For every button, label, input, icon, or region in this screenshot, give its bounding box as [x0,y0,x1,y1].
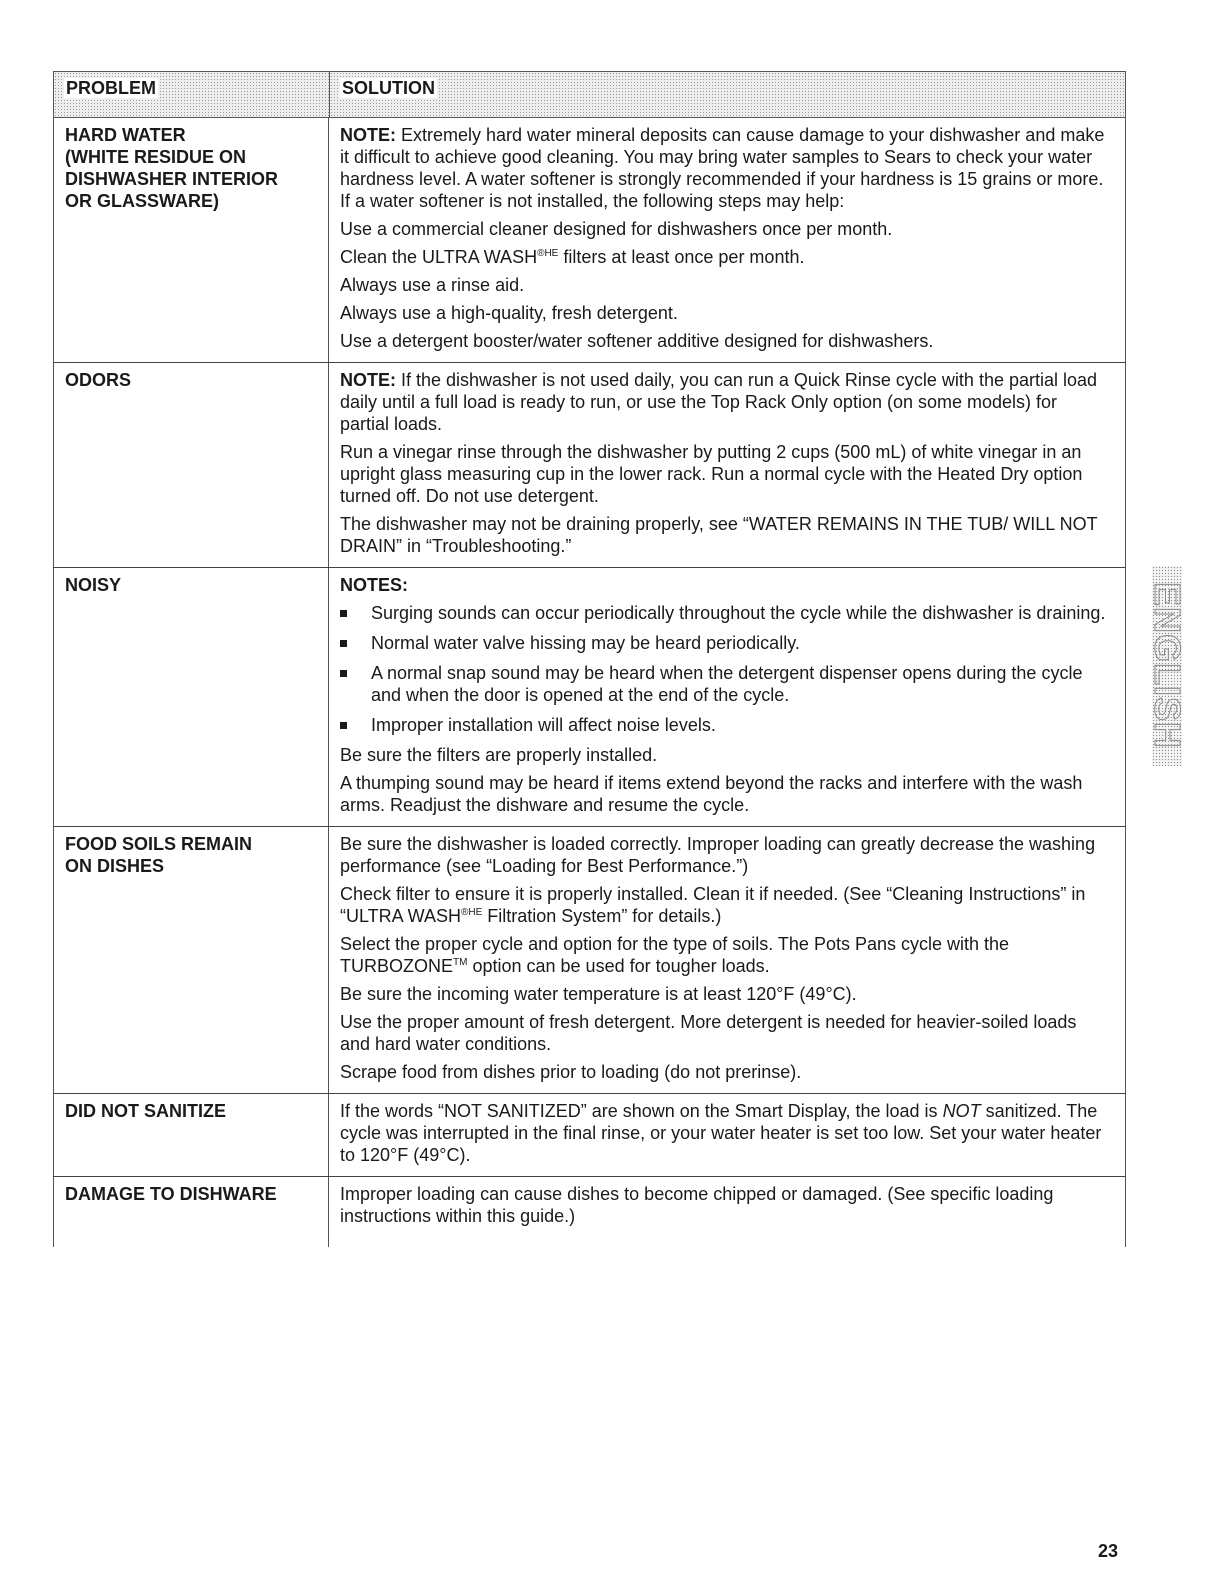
page-number: 23 [1098,1541,1119,1561]
solution-column-header [330,72,1125,117]
table-row-food-soils [53,827,1126,1094]
language-tab-label: ENGLISH [1147,582,1188,750]
list-item: A normal snap sound may be heard when the detergent dispenser opens during the cycle and when the door is opened at the end of the cycle. [340,662,1111,706]
text-fragment: Clean the ULTRA WASH [340,247,538,267]
notes-label [340,574,1111,596]
solution-text: Be sure the incoming water temperature is at least 120°F (49°C). [340,984,857,1004]
problem-cell [53,827,329,1093]
solution-cell [329,568,1126,826]
note-label: NOTE: [340,125,396,145]
problem-cell: NOISY [53,568,329,826]
troubleshooting-table [53,71,1126,1247]
problem-cell [53,118,329,362]
list-item: Improper installation will affect noise levels. [340,714,1111,736]
solution-text: Use the proper amount of fresh detergent. More detergent is needed for heavier-soiled loads and hard water conditions. [340,1012,1077,1054]
trademark-sup: ®HE [537,248,559,259]
problem-line: ON DISHES [65,856,165,876]
solution-text: Use a detergent booster/water softener additive designed for dishwashers. [340,331,934,351]
solution-text: The dishwasher may not be draining properly, see “WATER REMAINS IN THE TUB/ WILL NOT DRAIN” in “Troubleshooting.” [340,514,1098,556]
solution-text: Use a commercial cleaner designed for dishwashers once per month. [340,219,893,239]
problem-cell: ODORS [53,363,329,567]
text-fragment: Filtration System” for details.) [482,906,722,926]
list-item: Normal water valve hissing may be heard periodically. [340,632,1111,654]
solution-text: Be sure the filters are properly installed. [340,745,658,765]
solution-text: Improper loading can cause dishes to become chipped or damaged. (See specific loading instructions within this guide.) [340,1184,1054,1226]
table-row-hard-water [53,118,1126,363]
solution-cell [329,118,1126,362]
trademark-sup: TM [453,957,468,968]
solution-text [340,883,1111,927]
solution-text: Always use a rinse aid. [340,275,525,295]
trademark-sup: ®HE [461,907,483,918]
problem-column-header [54,72,330,117]
text-fragment: sanitized. The cycle was interrupted in the final rinse, or your water heater is set too low. Set your water heater to 120°F (49°C). [340,1101,1102,1165]
solution-text: Be sure the dishwasher is loaded correctly. Improper loading can greatly decrease the washing performance (see “Loading for Best Performance.”) [340,834,1096,876]
solution-text [340,246,1111,268]
text-fragment: Select the proper cycle and option for the type of soils. The Pots Pans cycle with the TURBOZONE [340,934,1010,976]
note-label: NOTE: [340,370,396,390]
note-paragraph [340,124,1111,212]
table-header [53,71,1126,118]
solution-cell [329,363,1126,567]
solution-text: Scrape food from dishes prior to loading (do not prerinse). [340,1062,802,1082]
table-row-odors [53,363,1126,568]
problem-cell: DID NOT SANITIZE [53,1094,329,1176]
problem-line: FOOD SOILS REMAIN [65,834,253,854]
problem-line: DISHWASHER INTERIOR [65,169,279,189]
problem-line: HARD WATER [65,125,186,145]
notes-list [340,602,1111,736]
text-fragment: option can be used for tougher loads. [467,956,770,976]
table-row-damage-to-dishware [53,1177,1126,1247]
solution-text: A thumping sound may be heard if items extend beyond the racks and interfere with the wash arms. Readjust the dishware and resume the cycle. [340,773,1083,815]
language-side-tab [1147,566,1188,766]
solution-cell [329,1094,1126,1176]
text-fragment: If the words “NOT SANITIZED” are shown on the Smart Display, the load is [340,1101,943,1121]
problem-header-label: PROBLEM [66,78,156,98]
note-paragraph [340,369,1111,435]
solution-text [340,933,1111,977]
solution-text: Always use a high-quality, fresh detergent. [340,303,678,323]
solution-text: Run a vinegar rinse through the dishwasher by putting 2 cups (500 mL) of white vinegar in an upright glass measuring cup in the lower rack. Run a normal cycle with the Heated Dry option turned off. Do not use detergent. [340,442,1083,506]
solution-text [340,1100,1111,1166]
list-item: Surging sounds can occur periodically throughout the cycle while the dishwasher is draining. [340,602,1111,624]
problem-line: (WHITE RESIDUE ON [65,147,247,167]
table-row-did-not-sanitize [53,1094,1126,1177]
text-fragment: Check filter to ensure it is properly installed. Clean it if needed. (See “Cleaning Instructions” in “ULTRA WASH [340,884,1086,926]
solution-header-label: SOLUTION [342,78,435,98]
text-fragment: filters at least once per month. [558,247,805,267]
table-row-noisy [53,568,1126,827]
emphasis-text: NOT [942,1101,981,1121]
notes-label-text: NOTES: [340,575,409,595]
solution-cell [329,827,1126,1093]
note-text: Extremely hard water mineral deposits can cause damage to your dishwasher and make it difficult to achieve good cleaning. You may bring water samples to Sears to check your water hardness level. A water softener is strongly recommended if your hardness is 15 grains or more. If a water softener is not installed, the following steps may help: [340,125,1105,211]
solution-cell [329,1177,1126,1247]
problem-cell: DAMAGE TO DISHWARE [53,1177,329,1247]
note-text: If the dishwasher is not used daily, you can run a Quick Rinse cycle with the partial load daily until a full load is ready to run, or use the Top Rack Only option (on some models) for partial loads. [340,370,1098,434]
problem-line: OR GLASSWARE) [65,191,220,211]
